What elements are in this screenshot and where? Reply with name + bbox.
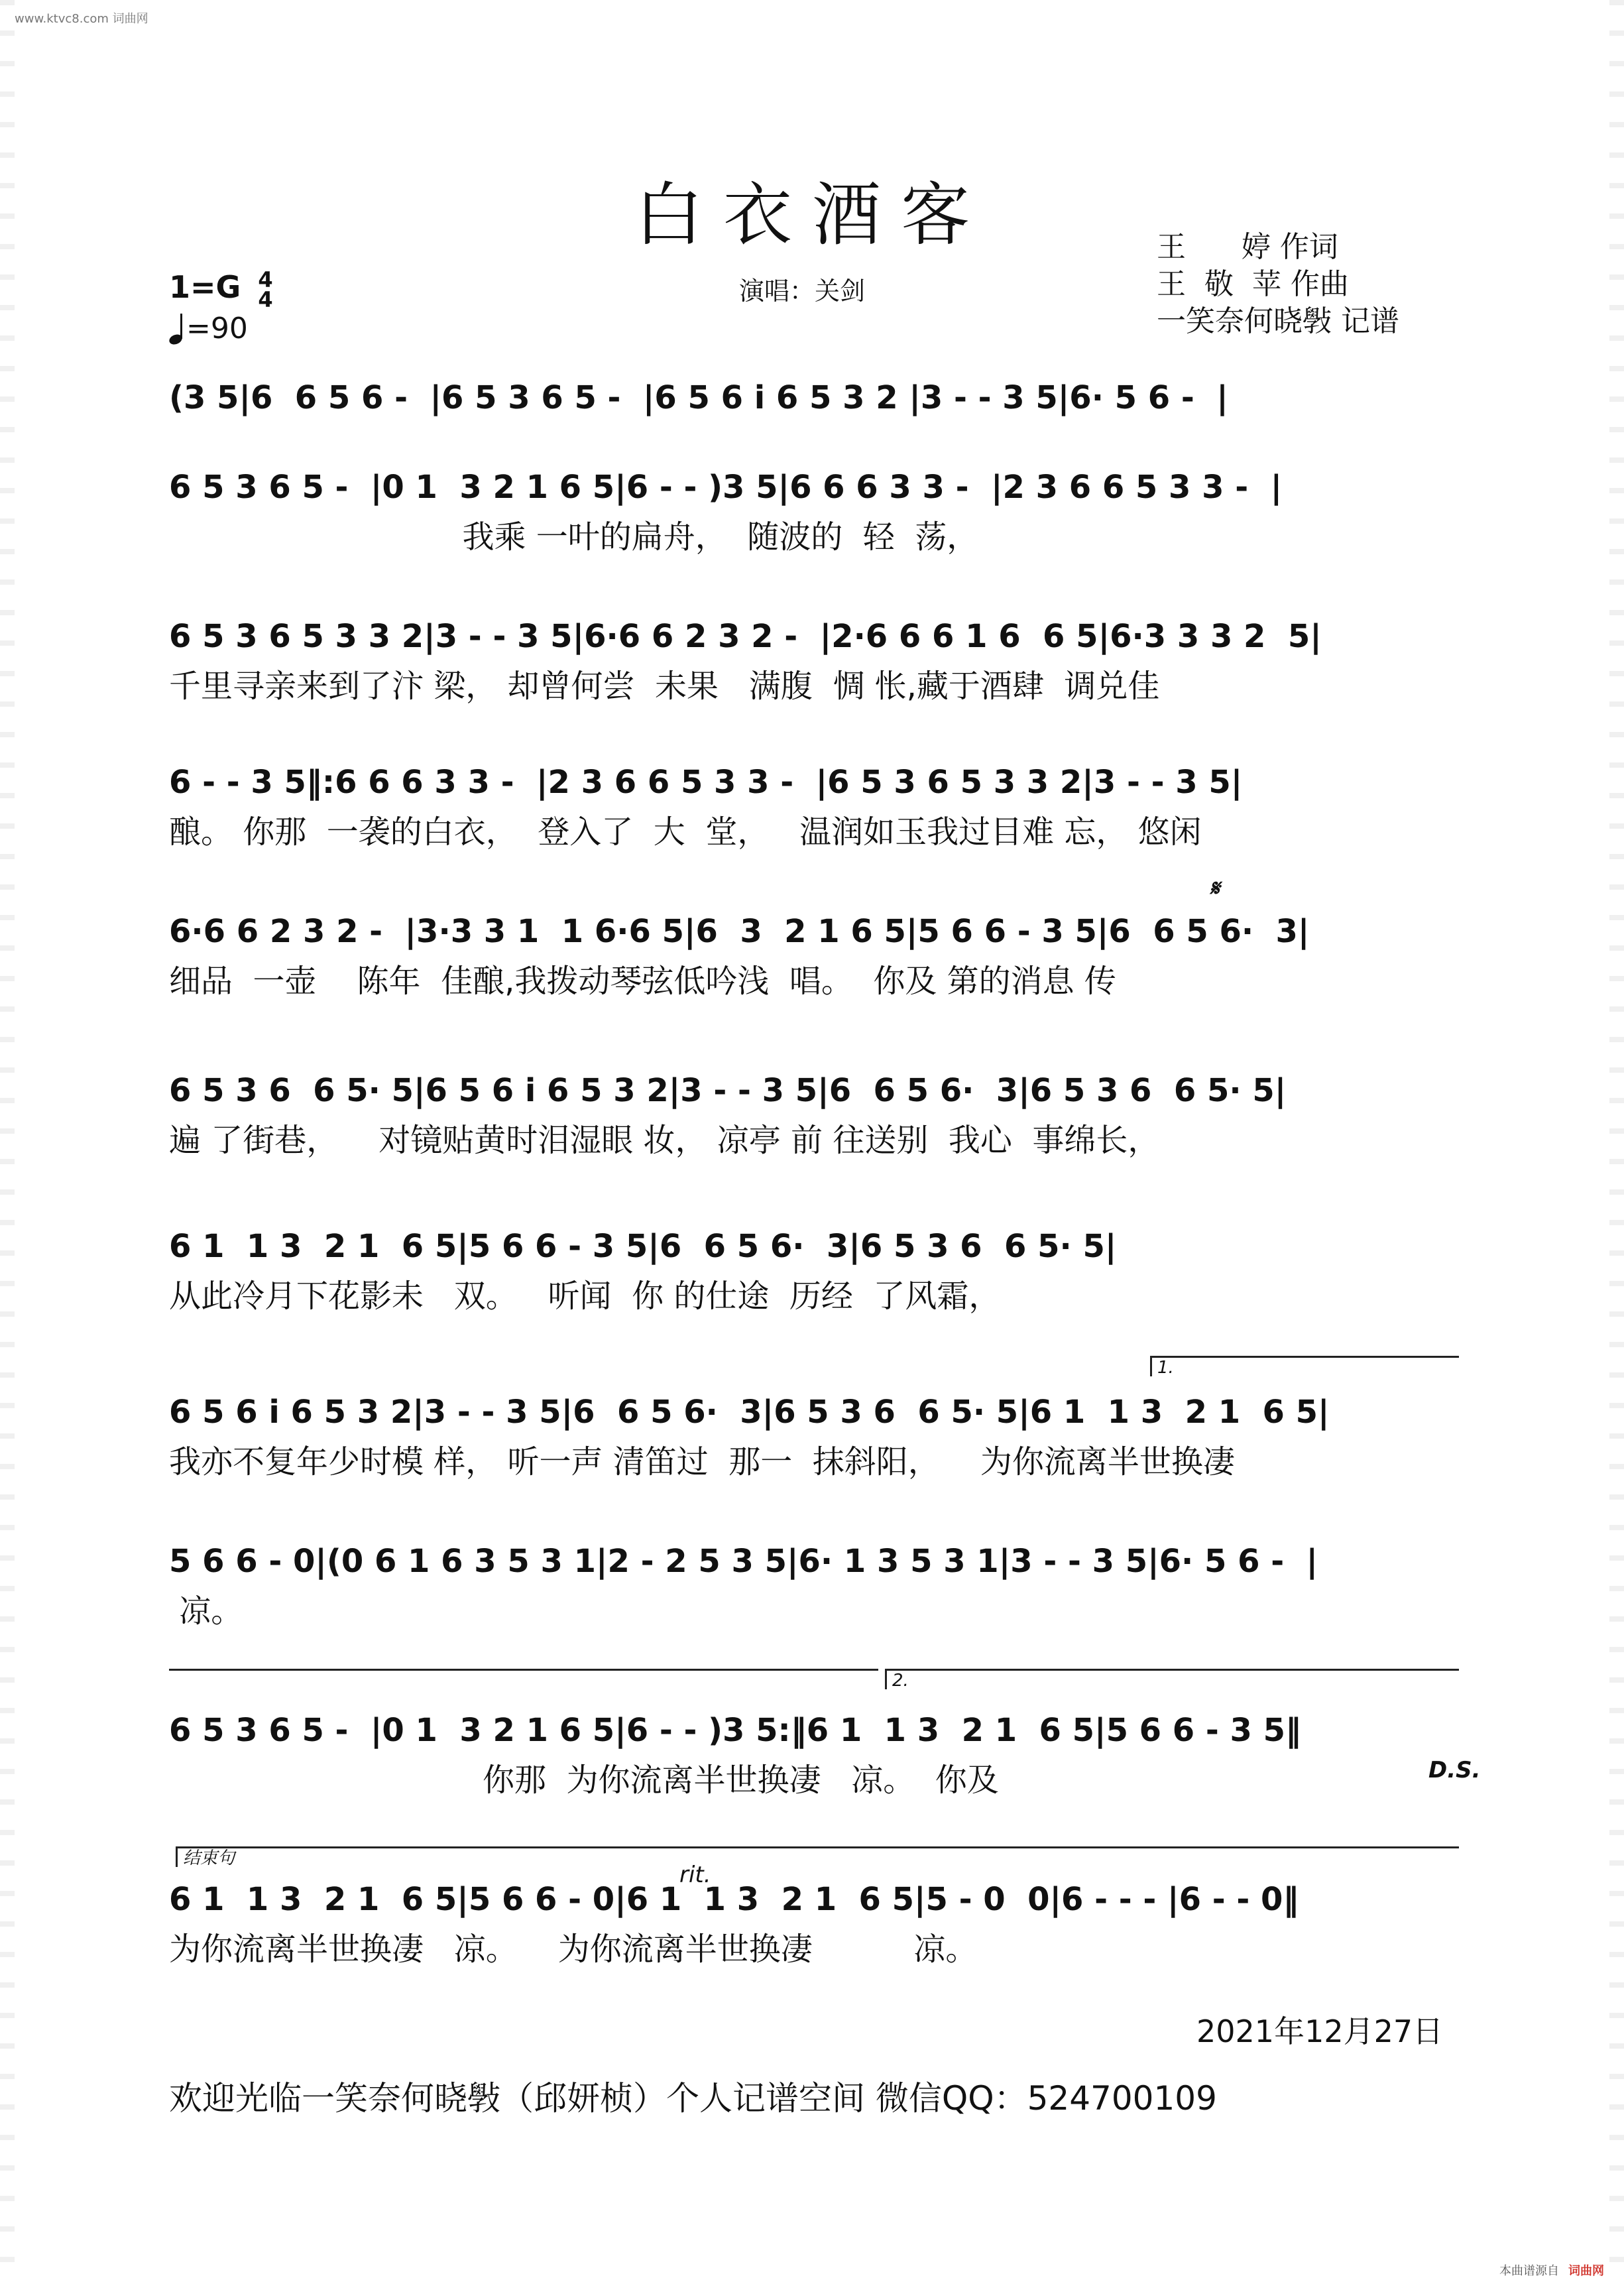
lyrics-line: 我亦不复年少时模 样， 听一声 清笛过 那一 抹斜阳， 为你流离半世换凄 xyxy=(169,1443,1235,1480)
right-watermark-strip xyxy=(1609,0,1624,2284)
site-footer-prefix: 本曲谱源自 xyxy=(1499,2264,1559,2278)
transcription-date: 2021年12月27日 xyxy=(1196,2014,1444,2049)
lyrics-line: 千里寻亲来到了汴 梁， 却曾何尝 未果 满腹 惆 怅,藏于酒肆 调兑佳 xyxy=(169,668,1160,705)
notation-line: 5 6 6 - 0|(0 6 1 6 3 5 3 1|2 - 2 5 3 5|6· 1 3 5 3 1|3 - - 3 5|6· 5 6 - | xyxy=(169,1543,1318,1580)
site-header-text: www.ktvc8.com 词曲网 xyxy=(15,12,148,26)
notation-line: 6 1 1 3 2 1 6 5|5 6 6 - 3 5|6 6 5 6· 3|6 5 3 6 6 5· 5| xyxy=(169,1228,1117,1265)
dal-segno-mark: D.S. xyxy=(1428,1757,1481,1783)
second-ending-bracket xyxy=(885,1669,1459,1689)
credits-block xyxy=(1157,229,1399,340)
notation-line: 6 5 3 6 5 3 3 2|3 - - 3 5|6·6 6 2 3 2 - |2·6 6 6 1 6 6 5|6·3 3 3 2 5| xyxy=(169,618,1322,655)
site-footer-name: 词曲网 xyxy=(1568,2264,1604,2278)
notation-line: 6 5 3 6 5 - |0 1 3 2 1 6 5|6 - - )3 5|6 6 6 3 3 - |2 3 6 6 5 3 3 - | xyxy=(169,469,1283,506)
segno-mark: 𝄋 xyxy=(1210,875,1220,902)
lyrics-line: 遍 了街巷， 对镜贴黄时泪湿眼 妆， 凉亭 前 往送别 我心 事绵长， xyxy=(169,1122,1160,1159)
notation-line: (3 5|6 6 5 6 - |6 5 3 6 5 - |6 5 6 i 6 5 3 2 |3 - - 3 5|6· 5 6 - | xyxy=(169,379,1228,416)
tempo-value: =90 xyxy=(186,312,248,345)
coda-label: 结束句 xyxy=(183,1848,235,1868)
lyrics-line: 你那 为你流离半世换凄 凉。 你及 xyxy=(169,1762,999,1799)
singer-credit: 演唱：关剑 xyxy=(739,276,866,306)
first-ending-bracket xyxy=(1150,1356,1459,1376)
lyricist-credit: 王 婷 作词 xyxy=(1157,230,1338,264)
notation-line: 6·6 6 2 3 2 - |3·3 3 1 1 6·6 5|6 3 2 1 6 5|5 6 6 - 3 5|6 6 5 6· 3| xyxy=(169,913,1310,950)
coda-bracket xyxy=(176,1846,1459,1867)
lyrics-line: 为你流离半世换凄 凉。 为你流离半世换凄 凉。 xyxy=(169,1931,978,1968)
notation-line: 6 5 3 6 5 - |0 1 3 2 1 6 5|6 - - )3 5:‖6 1 1 3 2 1 6 5|5 6 6 - 3 5‖ xyxy=(169,1712,1302,1749)
key-signature xyxy=(169,269,273,310)
notation-line: 6 - - 3 5‖:6 6 6 3 3 - |2 3 6 6 5 3 3 - |6 5 3 6 5 3 3 2|3 - - 3 5| xyxy=(169,764,1243,801)
transcriber-credit: 一笑奈何晓斅 记谱 xyxy=(1157,304,1399,338)
lyrics-line: 酿。 你那 一袭的白衣， 登入了 大 堂， 温润如玉我过目难 忘， 悠闲 xyxy=(169,813,1202,851)
lyrics-line: 我乘 一叶的扁舟， 随波的 轻 荡， xyxy=(169,518,979,556)
ritardando-mark: rit. xyxy=(679,1862,711,1888)
quarter-note-icon xyxy=(169,316,186,345)
notation-line: 6 1 1 3 2 1 6 5|5 6 6 - 0|6 1 1 3 2 1 6 5|5 - 0 0|6 - - - |6 - - 0‖ xyxy=(169,1881,1299,1918)
song-title: 白衣酒客 xyxy=(634,174,990,255)
first-ending-label: 1. xyxy=(1157,1358,1174,1378)
footer-note: 欢迎光临一笑奈何晓斅（邱妍桢）个人记谱空间 微信QQ：524700109 xyxy=(169,2079,1217,2118)
second-ending-label: 2. xyxy=(892,1671,909,1691)
lyrics-line: 凉。 xyxy=(169,1593,243,1630)
time-signature-top: 4 xyxy=(258,267,273,292)
lyrics-line: 从此冷月下花影未 双。 听闻 你 的仕途 历经 了风霜， xyxy=(169,1278,1001,1315)
site-footer-text xyxy=(1499,2261,1604,2279)
tempo-marking xyxy=(169,312,248,345)
left-watermark-strip xyxy=(0,0,15,2284)
first-ending-continuation xyxy=(169,1669,878,1671)
time-signature xyxy=(258,267,273,312)
notation-line: 6 5 3 6 6 5· 5|6 5 6 i 6 5 3 2|3 - - 3 5|6 6 5 6· 3|6 5 3 6 6 5· 5| xyxy=(169,1072,1287,1109)
key-label: 1=G xyxy=(169,269,241,305)
time-signature-bottom: 4 xyxy=(258,286,273,312)
notation-line: 6 5 6 i 6 5 3 2|3 - - 3 5|6 6 5 6· 3|6 5 3 6 6 5· 5|6 1 1 3 2 1 6 5| xyxy=(169,1394,1330,1431)
composer-credit: 王 敬 苹 作曲 xyxy=(1157,267,1349,301)
lyrics-line: 细品 一壶 陈年 佳酿,我拨动琴弦低吟浅 唱。 你及 第的消息 传 xyxy=(169,963,1116,1000)
